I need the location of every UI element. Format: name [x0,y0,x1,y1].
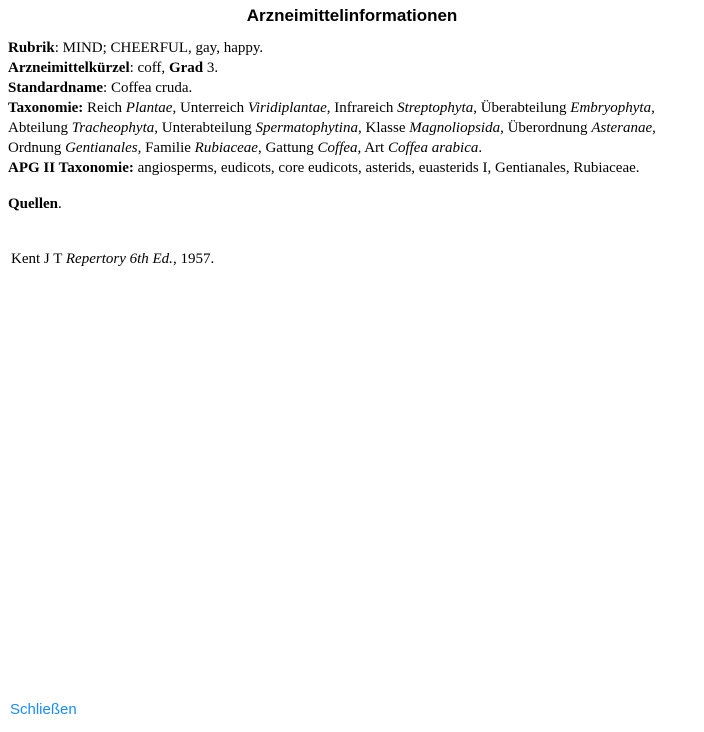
taxon-rank-label: , Unterabteilung [154,120,256,136]
source-entry [11,249,214,269]
taxonomy-label: Taxonomie: [8,100,84,116]
drug-info-content [8,38,698,214]
sources-heading [8,194,698,214]
sources-end: . [58,196,62,212]
page-title: Arzneimittelinformationen [246,6,458,25]
remedy-abbrev-label: Arzneimittelkürzel [8,60,130,76]
taxonomy-line [8,98,698,158]
rubric-line [8,38,698,58]
taxon-rank-label: , Abteilung [8,100,655,136]
taxon-superdivision: Embryophyta [570,100,652,116]
taxon-superorder: Asteranae [591,120,653,136]
taxon-rank-label: , Gattung [257,140,318,156]
remedy-details [8,58,698,178]
standard-name-line [8,78,698,98]
remedy-abbrev-value: coff, [137,60,169,76]
taxonomy-end: . [478,140,483,156]
grade-label: Grad [168,60,204,76]
taxon-subkingdom: Viridiplantae [247,100,327,116]
taxon-subdivision: Spermatophytina [255,120,358,136]
taxon-rank-label: , Art [357,140,388,156]
taxon-rank-label: , Familie [137,140,195,156]
standard-name-label: Standardname [8,80,104,96]
apg-taxonomy-label: APG II Taxonomie: [8,160,134,176]
rubric-value: MIND; CHEERFUL, gay, happy. [62,40,264,56]
source-work: Repertory 6th Ed. [65,251,173,267]
taxon-rank-label: , Unterreich [172,100,248,116]
taxon-rank-label: , Infrareich [326,100,398,116]
taxon-order: Gentianales [65,140,138,156]
taxon-rank-label: , Klasse [357,120,410,136]
taxon-rank-label: , Ordnung [8,120,656,156]
taxon-family: Rubiaceae [194,140,258,156]
taxon-rank-label: , Überordnung [500,120,592,136]
taxon-rank-label: , Überabteilung [473,100,571,116]
grade-value: 3. [203,60,219,76]
rubric-label: Rubrik [8,40,55,56]
taxon-genus: Coffea [317,140,358,156]
source-author: Kent J T [11,251,66,267]
remedy-abbrev-line [8,58,698,78]
standard-name-value: Coffea cruda. [110,80,193,96]
apg-taxonomy-value: angiosperms, eudicots, core eudicots, asterids, euasterids I, Gentianales, Rubiaceae. [133,160,640,176]
close-button[interactable]: Schließen [10,699,77,721]
remedy-abbrev-separator: : [129,60,138,76]
source-year: , 1957. [172,251,215,267]
taxon-infrakingdom: Streptophyta [397,100,474,116]
taxon-species: Coffea arabica [387,140,479,156]
taxon-rank-label: Reich [83,100,126,116]
rubric-separator: : [54,40,63,56]
taxon-kingdom: Plantae [125,100,173,116]
sources-label: Quellen [8,196,59,212]
standard-name-separator: : [103,80,111,96]
taxon-division: Tracheophyta [71,120,155,136]
taxon-class: Magnoliopsida [409,120,501,136]
apg-taxonomy-line [8,158,698,178]
